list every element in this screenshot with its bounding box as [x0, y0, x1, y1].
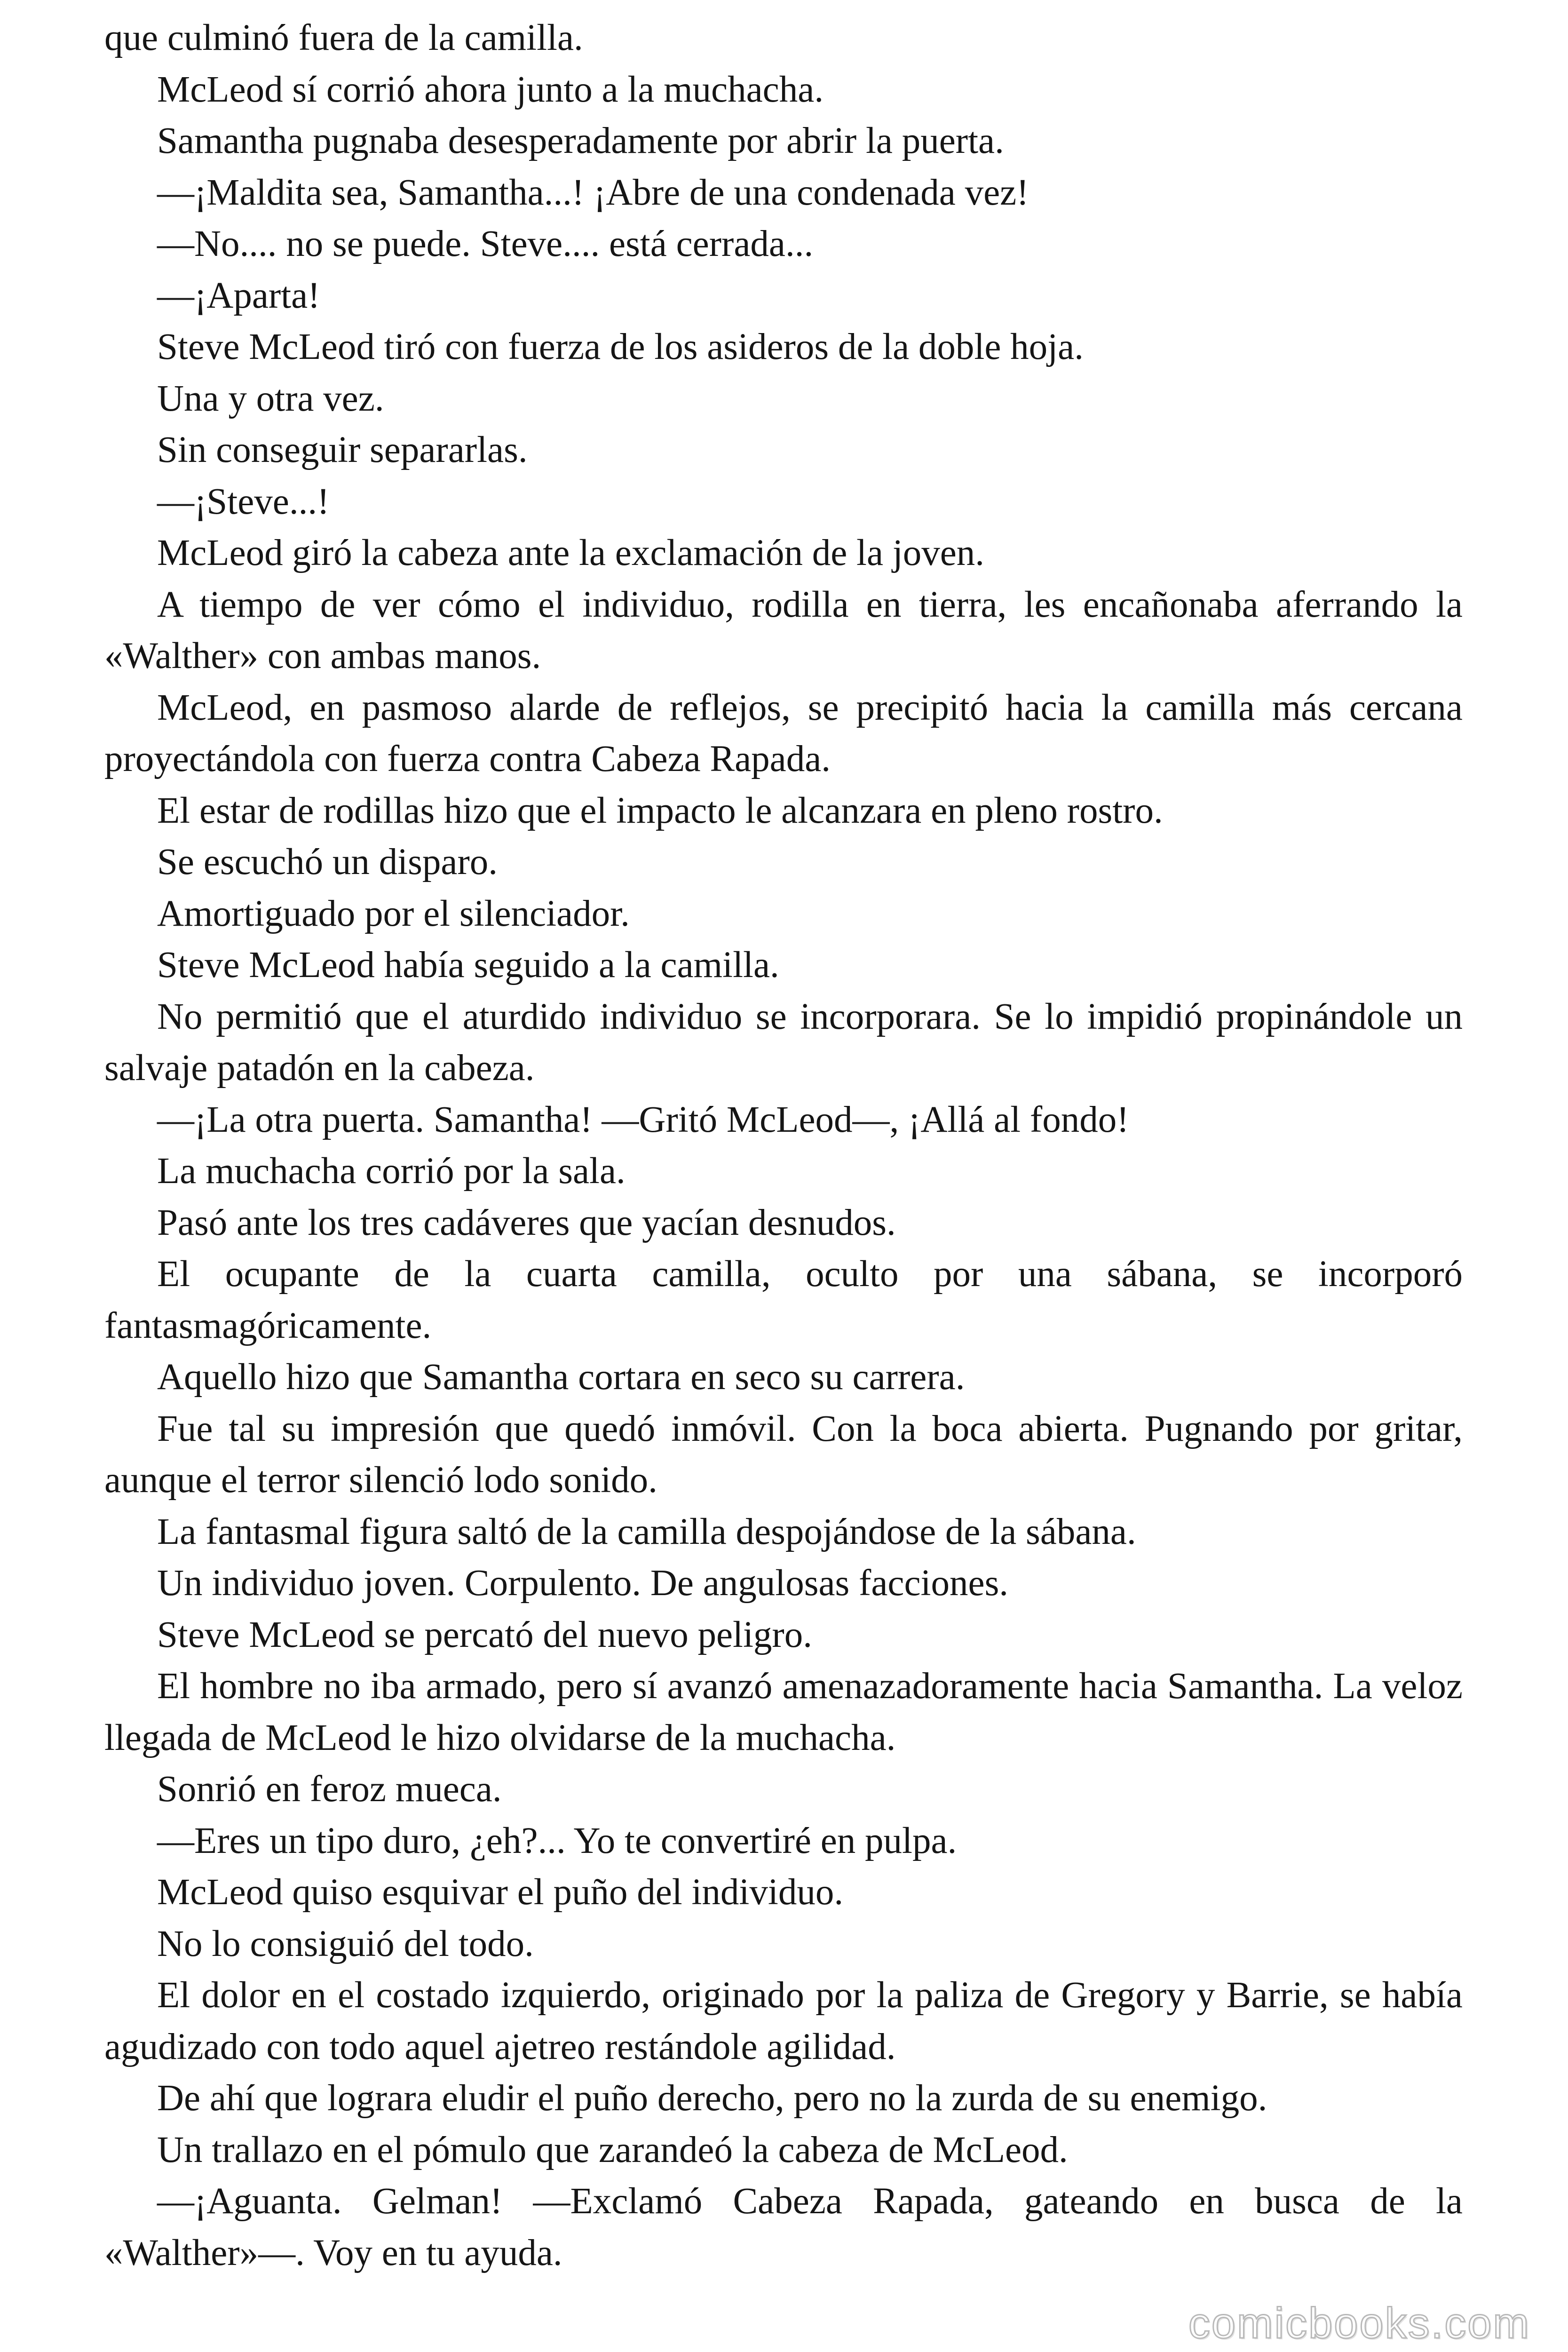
paragraph: —¡Aparta!	[157, 275, 320, 316]
paragraph: Amortiguado por el silenciador.	[157, 893, 630, 934]
paragraph: A tiempo de ver cómo el individuo, rodilla en tierra, les encañonaba aferrando la «Walther» con ambas manos.	[104, 584, 1463, 676]
watermark: comicbooks.com	[1188, 2299, 1530, 2347]
paragraph: Sonrió en feroz mueca.	[157, 1769, 502, 1810]
paragraph: La muchacha corrió por la sala.	[157, 1151, 626, 1192]
paragraph: El hombre no iba armado, pero sí avanzó amenazadoramente hacia Samantha. La veloz llegada de McLeod le hizo olvidarse de la muchacha.	[104, 1666, 1463, 1758]
paragraph: McLeod quiso esquivar el puño del individuo.	[157, 1872, 844, 1913]
paragraph: El ocupante de la cuarta camilla, oculto por una sábana, se incorporó fantasmagóricamente.	[104, 1254, 1463, 1346]
paragraph: No permitió que el aturdido individuo se incorporara. Se lo impidió propinándole un salvaje patadón en la cabeza.	[104, 996, 1463, 1089]
paragraph: Se escuchó un disparo.	[157, 842, 498, 882]
paragraph: Un trallazo en el pómulo que zarandeó la cabeza de McLeod.	[157, 2129, 1068, 2170]
paragraph: Fue tal su impresión que quedó inmóvil. Con la boca abierta. Pugnando por gritar, aunque el terror silenció lodo sonido.	[104, 1408, 1463, 1501]
paragraph: —¡Maldita sea, Samantha...! ¡Abre de una condenada vez!	[157, 172, 1029, 213]
paragraph: Una y otra vez.	[157, 378, 384, 419]
paragraph: —Eres un tipo duro, ¿eh?... Yo te convertiré en pulpa.	[157, 1820, 957, 1861]
paragraph: Un individuo joven. Corpulento. De angulosas facciones.	[157, 1563, 1009, 1604]
paragraph: que culminó fuera de la camilla.	[104, 17, 583, 58]
body-text	[104, 12, 1463, 2279]
paragraph: De ahí que lograra eludir el puño derecho, pero no la zurda de su enemigo.	[157, 2078, 1267, 2119]
paragraph: Pasó ante los tres cadáveres que yacían desnudos.	[157, 1202, 896, 1243]
paragraph: Steve McLeod tiró con fuerza de los asideros de la doble hoja.	[157, 326, 1084, 367]
paragraph: La fantasmal figura saltó de la camilla despojándose de la sábana.	[157, 1511, 1136, 1552]
paragraph: El estar de rodillas hizo que el impacto le alcanzara en pleno rostro.	[157, 790, 1163, 831]
paragraph: No lo consiguió del todo.	[157, 1923, 534, 1964]
paragraph: Sin conseguir separarlas.	[157, 429, 528, 470]
paragraph: —¡La otra puerta. Samantha! —Gritó McLeod—, ¡Allá al fondo!	[157, 1099, 1129, 1140]
paragraph: Samantha pugnaba desesperadamente por abrir la puerta.	[157, 120, 1004, 161]
paragraph: McLeod giró la cabeza ante la exclamación de la joven.	[157, 532, 985, 573]
paragraph: Steve McLeod se percató del nuevo peligro.	[157, 1614, 812, 1655]
paragraph: —¡Aguanta. Gelman! —Exclamó Cabeza Rapada, gateando en busca de la «Walther»—. Voy en tu ayuda.	[104, 2181, 1463, 2273]
paragraph: Steve McLeod había seguido a la camilla.	[157, 945, 779, 985]
paragraph: —No.... no se puede. Steve.... está cerrada...	[157, 223, 814, 264]
paragraph: El dolor en el costado izquierdo, originado por la paliza de Gregory y Barrie, se había agudizado con todo aquel ajetreo restándole agilidad.	[104, 1975, 1463, 2067]
paragraph: Aquello hizo que Samantha cortara en seco su carrera.	[157, 1357, 965, 1398]
paragraph: McLeod, en pasmoso alarde de reflejos, se precipitó hacia la camilla más cercana proyectándola con fuerza contra Cabeza Rapada.	[104, 687, 1463, 779]
paragraph: McLeod sí corrió ahora junto a la muchacha.	[157, 69, 824, 110]
paragraph: —¡Steve...!	[157, 481, 330, 522]
